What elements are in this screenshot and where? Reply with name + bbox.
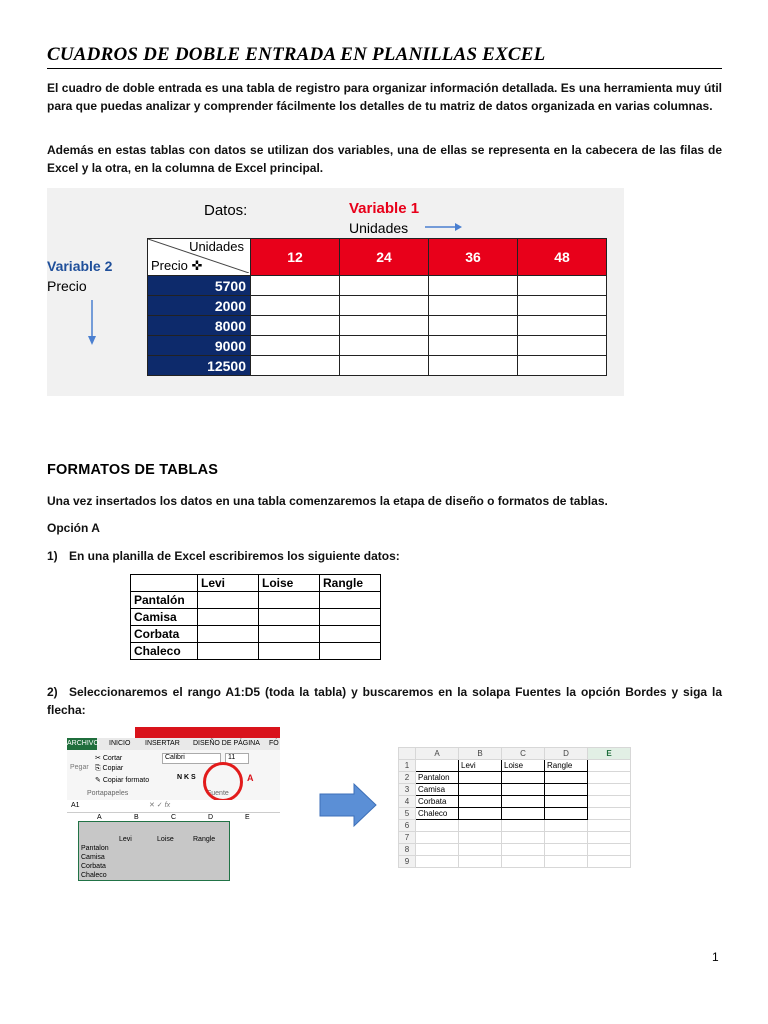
archivo-tab: ARCHIVO [67,738,97,750]
section-title: FORMATOS DE TABLAS [47,462,219,478]
row-header: 9000 [148,336,251,356]
paragraph-1: El cuadro de doble entrada es una tabla de registro para organizar información detallada. Es una herramienta muy útil para que puedas analizar y comprender fácilmente los detalles de tu matriz de datos organizada en varias columnas. [47,81,722,113]
title-underline [47,68,722,69]
table-header-cell: Rangle [320,575,381,592]
col-header: 36 [429,239,518,276]
excel-ribbon-screenshot [67,727,280,891]
table-header-cell: Levi [198,575,259,592]
ribbon-tabs: INICIO INSERTAR DISEÑO DE PÁGINA FÓ [67,738,280,750]
paragraph-2: Además en estas tablas con datos se utilizan dos variables, una de ellas se representa en la cabecera de las filas de Excel y la otra, en la columna de Excel principal. [47,143,722,175]
result-grid: A B C D E 1 Levi Loise Rangle 2 Pantalon 3 Camisa 4 Corbata 5 Chaleco 6 7 8 9 [398,747,631,868]
variable2-sub: Precio [47,278,87,294]
table-header-cell: Loise [259,575,320,592]
sheet-grid: A B C D E Levi Loise Rangle Pantalon Camisa Corbata Chaleco [67,813,280,891]
double-entry-figure [47,188,624,396]
formula-bar: A1 ✕ ✓ fx [67,800,280,813]
intro-text: Una vez insertados los datos en una tabla comenzaremos la etapa de diseño o formatos de tablas. [47,494,608,508]
variable1-label: Variable 1 [349,200,420,217]
step-1: 1) En una planilla de Excel escribiremos los siguiente datos: [47,549,400,563]
variable2-label: Variable 2 [47,258,113,274]
row-header: 5700 [148,276,251,296]
table-header-cell [131,575,198,592]
ribbon: Pegar ✂ Cortar ⎘ Copiar ✎ Copiar formato Calibri 11 N K S A Portapapeles Fuente [67,750,280,801]
row-header: 12500 [148,356,251,376]
right-arrow-icon [425,222,463,232]
corner-cell [148,239,251,276]
datos-label: Datos: [204,202,248,219]
variable1-sub: Unidades [349,220,409,236]
copiar-label: ⎘ Copiar [95,765,124,772]
page-number: 1 [712,950,719,964]
step-2: 2) Seleccionaremos el rango A1:D5 (toda la tabla) y buscaremos en la solapa Fuentes la opción Bordes y siga la flecha: [47,685,722,717]
table-row-label: Pantalón [131,592,198,609]
copiar-formato-label: ✎ Copiar formato [95,777,150,784]
table-row-label: Chaleco [131,643,198,660]
down-arrow-icon [87,300,97,346]
col-header: 48 [518,239,607,276]
row-header: 8000 [148,316,251,336]
row-header: 2000 [148,296,251,316]
data-table [130,574,381,660]
right-arrow-icon [318,782,378,828]
borders-highlight-circle [203,762,243,802]
corner-top-label: Unidades [189,239,244,254]
col-header: 12 [251,239,340,276]
cortar-label: ✂ Cortar [95,755,123,762]
option-label: Opción A [47,521,100,535]
title-bar [135,727,280,738]
double-entry-table [147,238,607,376]
table-row-label: Corbata [131,626,198,643]
corner-bottom-label: Precio ✜ [151,258,203,273]
table-row-label: Camisa [131,609,198,626]
col-header: 24 [340,239,429,276]
excel-result-screenshot [398,733,648,875]
page-title: CUADROS DE DOBLE ENTRADA EN PLANILLAS EXCEL [47,44,546,65]
